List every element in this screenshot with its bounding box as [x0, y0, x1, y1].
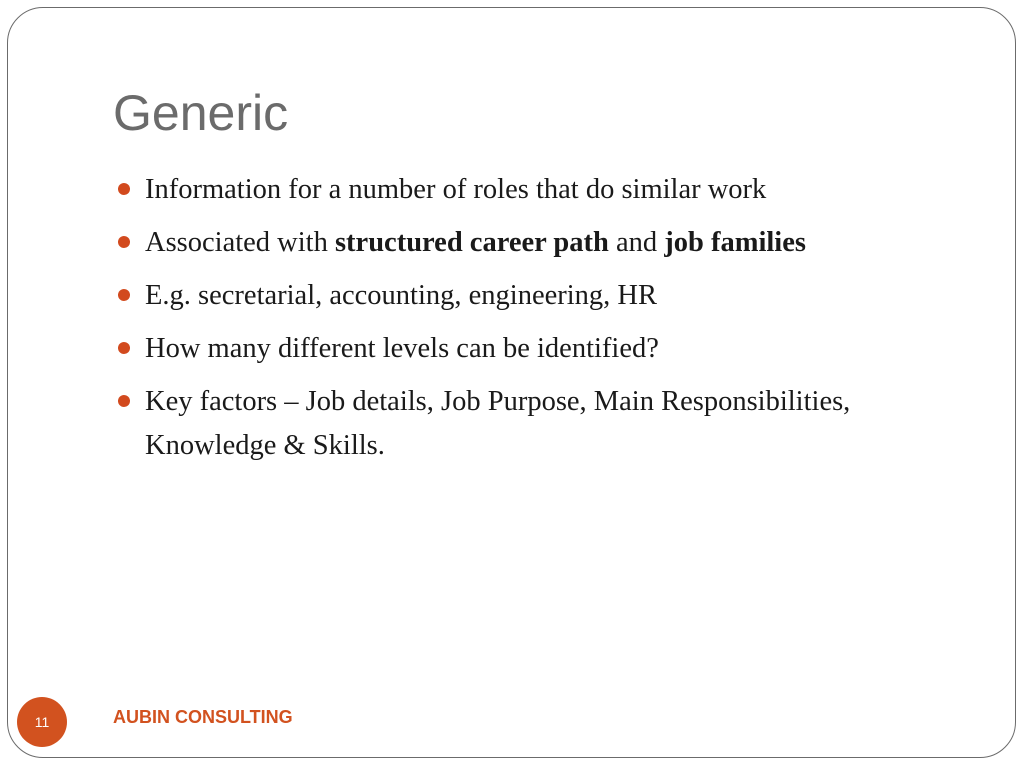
bullet-text: Information for a number of roles that do similar work: [145, 174, 767, 205]
bullet-item: [118, 168, 988, 212]
footer-company-name: AUBIN CONSULTING: [113, 707, 293, 727]
bullet-item: [118, 380, 988, 468]
bullet-item: [118, 327, 988, 371]
page-number: 11: [34, 714, 50, 730]
bullet-item: [118, 221, 988, 265]
bullet-text: Key factors – Job details, Job Purpose, Main Responsibilities, Knowledge & Skills.: [145, 386, 851, 461]
bullet-dot-icon: [118, 289, 130, 301]
bullet-text: and: [608, 227, 665, 258]
bullet-list: [118, 168, 988, 477]
slide-title: Generic: [113, 85, 289, 141]
bullet-dot-icon: [118, 395, 130, 407]
bullet-text-bold: structured career path: [334, 227, 609, 258]
page-number-badge: [17, 697, 67, 747]
bullet-dot-icon: [118, 342, 130, 354]
bullet-text-bold: job families: [664, 227, 806, 258]
bullet-dot-icon: [118, 183, 130, 195]
bullet-dot-icon: [118, 236, 130, 248]
bullet-text: How many different levels can be identified?: [145, 333, 659, 364]
bullet-text: Associated with: [145, 227, 335, 258]
bullet-text: E.g. secretarial, accounting, engineering, HR: [145, 280, 658, 311]
bullet-item: [118, 274, 988, 318]
